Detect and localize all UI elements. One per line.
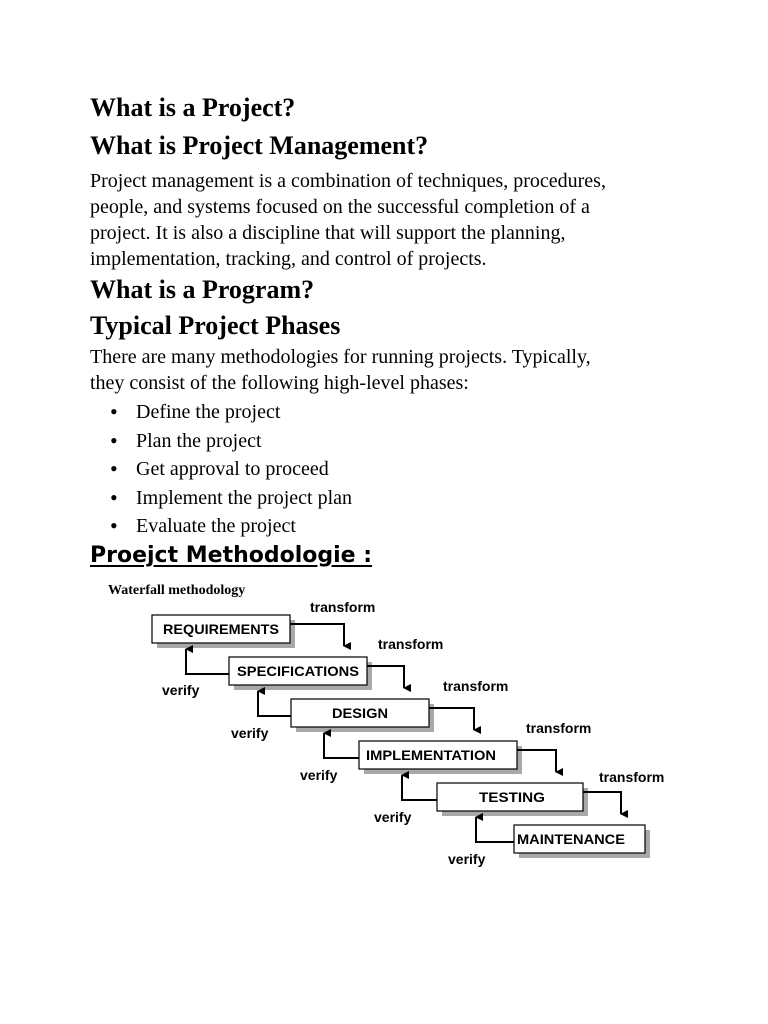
heading-what-is-project-management: What is Project Management?	[90, 131, 429, 160]
paragraph-line: people, and systems focused on the successful completion of a	[90, 196, 590, 218]
paragraph-line: There are many methodologies for running projects. Typically,	[90, 346, 591, 368]
stage-maintenance: MAINTENANCE	[517, 831, 625, 847]
stage-implementation: IMPLEMENTATION	[366, 747, 496, 763]
list-item: • Implement the project plan	[108, 484, 352, 513]
transform-label: transform	[526, 720, 592, 736]
list-item: • Get approval to proceed	[108, 455, 352, 484]
paragraph-line: project. It is also a discipline that will support the planning,	[90, 222, 566, 244]
heading-what-is-program: What is a Program?	[90, 275, 315, 304]
stage-testing: TESTING	[479, 789, 546, 805]
verify-label: verify	[300, 767, 338, 783]
stage-specifications: SPECIFICATIONS	[237, 663, 359, 679]
verify-label: verify	[448, 851, 486, 867]
list-item: • Plan the project	[108, 427, 352, 456]
transform-label: transform	[310, 599, 376, 615]
list-item: • Evaluate the project	[108, 512, 352, 541]
transform-label: transform	[378, 636, 444, 652]
transform-label: transform	[599, 769, 665, 785]
heading-typical-project-phases: Typical Project Phases	[90, 311, 341, 340]
verify-label: verify	[162, 682, 200, 698]
transform-label: transform	[443, 678, 509, 694]
list-item: • Define the project	[108, 398, 352, 427]
heading-what-is-project: What is a Project?	[90, 93, 296, 122]
paragraph-line: they consist of the following high-level phases:	[90, 372, 469, 394]
paragraph-line: Project management is a combination of techniques, procedures,	[90, 170, 606, 192]
verify-label: verify	[231, 725, 269, 741]
paragraph-line: implementation, tracking, and control of projects.	[90, 248, 487, 270]
stage-design: DESIGN	[332, 705, 388, 721]
verify-label: verify	[374, 809, 412, 825]
stage-requirements: REQUIREMENTS	[163, 621, 279, 637]
waterfall-title: Waterfall methodology	[108, 583, 246, 598]
methodology-heading: Proejct Methodologie :	[90, 543, 373, 568]
